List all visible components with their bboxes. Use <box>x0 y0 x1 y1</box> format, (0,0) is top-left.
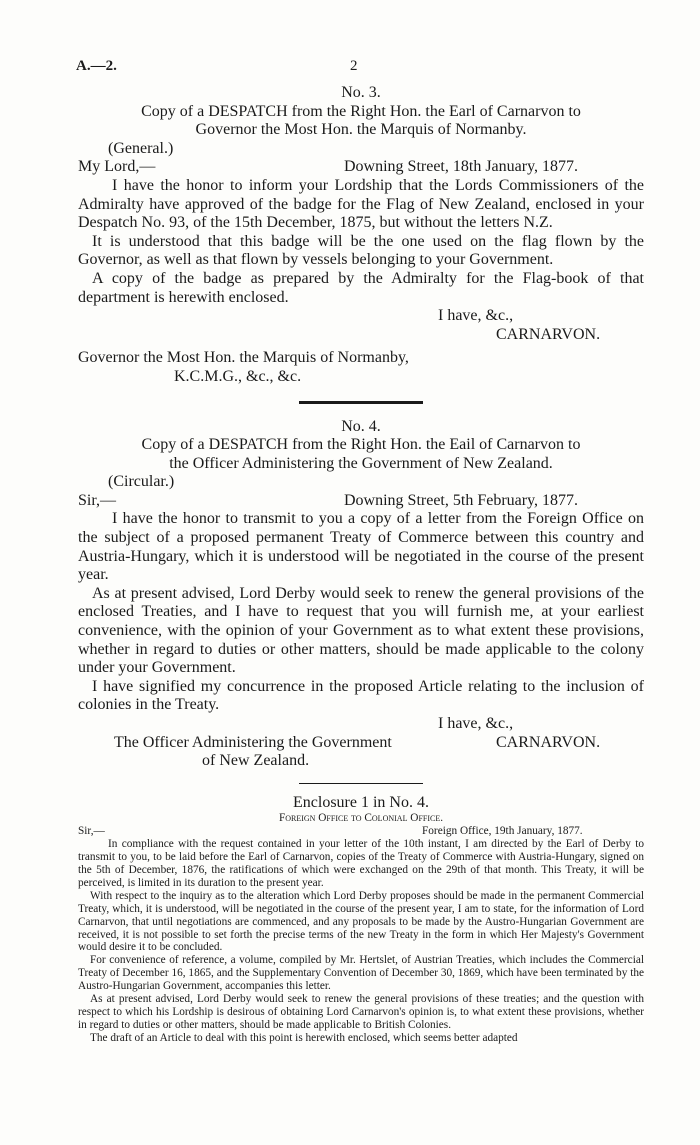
paragraph: I have the honor to inform your Lordship that the Lords Commissioners of the Admiralty have approved of the badge for the Flag of New Zealand, enclosed in your Despatch No. 93, of the 15th December, 1875, but without the letters N.Z. <box>78 176 644 232</box>
paragraph: With respect to the inquiry as to the alteration which Lord Derby proposes should be made in the permanent Commercial Treaty, which, it is understood, will be negotiated in the course of the present year, I am to state, for the information of Lord Carnarvon, that until negotiations are commenced, and any proposals to be made by the Austro-Hungarian Government are received, it is not possible to set forth the precise terms of the new Treaty in the form in which Her Majesty's Government would desire it to be concluded. <box>78 889 644 954</box>
paragraph: The draft of an Article to deal with this point is herewith enclosed, which seems better adapted <box>90 1031 518 1044</box>
signature: CARNARVON. <box>496 325 601 343</box>
despatch-heading: No. 4. <box>341 417 381 435</box>
despatch-heading: No. 3. <box>341 84 381 101</box>
document-page <box>78 58 644 1045</box>
despatch-title-line1: Copy of a DESPATCH from the Right Hon. the Earl of Carnarvon to <box>141 102 581 120</box>
dateline: Downing Street, 18th January, 1877. <box>344 158 579 176</box>
despatch-no3 <box>78 84 644 387</box>
addressee-line2: of New Zealand. <box>202 752 310 770</box>
salutation: Sir,— <box>78 491 117 509</box>
despatch-type: (Circular.) <box>108 473 175 491</box>
despatch-no4 <box>78 418 644 771</box>
enclosure-subheading: Foreign Office to Colonial Office. <box>278 812 444 825</box>
paragraph: A copy of the badge as prepared by the Admiralty for the Flag-book of that department is herewith enclosed. <box>78 269 644 306</box>
closing: I have, &c., <box>438 715 514 732</box>
paragraph: As at present advised, Lord Derby would seek to renew the general provisions of these treaties; and the question with respect to which his Lordship is desirous of obtaining Lord Carnarvon's opinion is, to what extent these provisions, whether in regard to duties or other matters, should be made applicable to British Colonies. <box>78 993 644 1031</box>
closing: I have, &c., <box>438 307 514 325</box>
document-code: A.—2. <box>76 58 117 74</box>
paragraph: I have signified my concurrence in the proposed Article relating to the inclusion of colonies in the Treaty. <box>78 677 644 714</box>
signature: CARNARVON. <box>496 733 601 751</box>
despatch-title-line2: the Officer Administering the Government of New Zealand. <box>169 454 553 472</box>
despatch-type: (General.) <box>108 139 174 157</box>
despatch-title-line2: Governor the Most Hon. the Marquis of Normanby. <box>195 121 527 139</box>
enclosure-heading: Enclosure 1 in No. 4. <box>293 793 429 811</box>
paragraph: In compliance with the request contained in your letter of the 10th instant, I am directed by the Earl of Derby to transmit to you, to be laid before the Earl of Carnarvon, copies of the Treaty of Commerce with Austria-Hungary, signed on the 5th of December, 1876, the ratifications of which were exchanged on the 29th of that month. This Treaty, it will be perceived, is limited in its duration to the present year. <box>78 838 644 889</box>
paragraph: I have the honor to transmit to you a copy of a letter from the Foreign Office on the subject of a proposed permanent Treaty of Commerce between this country and Austria-Hungary, which it is understood will be negotiated in the course of the present year. <box>78 510 644 584</box>
paragraph: As at present advised, Lord Derby would seek to renew the general provisions of the enclosed Treaties, and I have to request that you will furnish me, at your earliest convenience, with the opinion of your Government as to what extent these provisions, whether in regard to duties or other matters, should be made applicable to the colony under your Government. <box>78 584 644 677</box>
enclosure <box>78 794 644 1045</box>
page-header <box>78 58 644 78</box>
dateline: Foreign Office, 19th January, 1877. <box>422 825 583 838</box>
paragraph: For convenience of reference, a volume, compiled by Mr. Hertslet, of Austrian Treaties, which includes the Commercial Treaty of December 16, 1865, and the Supplementary Convention of December 30, 1869, which have been terminated by the Austro-Hungarian Government, accompanies this letter. <box>78 954 644 993</box>
page-number: 2 <box>350 58 358 74</box>
addressee-line1: The Officer Administering the Government <box>114 733 392 751</box>
section-divider <box>299 783 423 784</box>
despatch-title-line1: Copy of a DESPATCH from the Right Hon. the Eail of Carnarvon to <box>141 436 581 454</box>
salutation: Sir,— <box>78 825 105 838</box>
dateline: Downing Street, 5th February, 1877. <box>344 491 579 509</box>
paragraph: It is understood that this badge will be the one used on the flag flown by the Governor, as well as that flown by vessels belonging to your Government. <box>78 232 644 269</box>
addressee-line1: Governor the Most Hon. the Marquis of Normanby, <box>78 349 409 367</box>
section-divider <box>299 401 423 404</box>
addressee-line2: K.C.M.G., &c., &c. <box>174 367 302 385</box>
salutation: My Lord,— <box>78 158 156 176</box>
